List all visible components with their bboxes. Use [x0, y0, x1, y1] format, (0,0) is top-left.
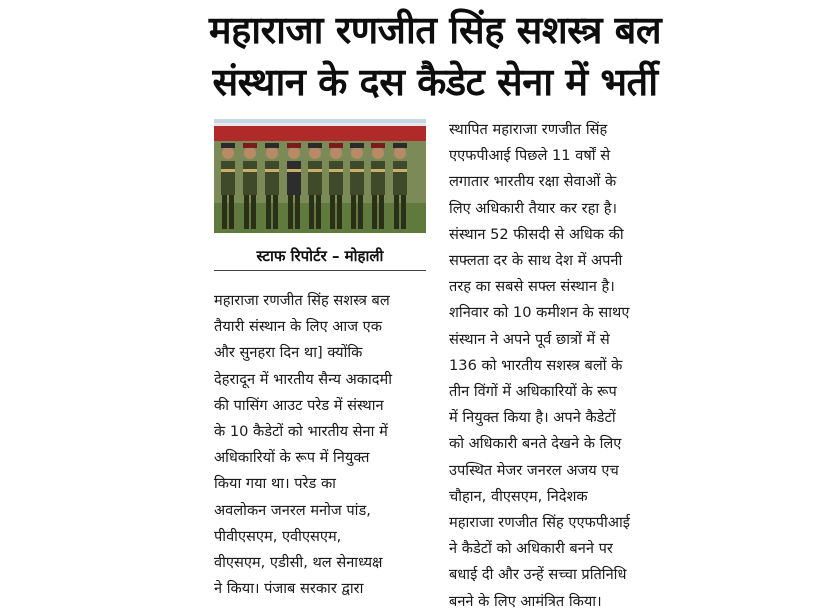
- byline: स्टाफ रिपोर्टर – मोहाली: [214, 242, 426, 271]
- article-line: और सुनहरा दिन था] क्योंकि: [214, 344, 363, 362]
- article-line: पीवीएसएम, एवीएसएम,: [214, 527, 342, 545]
- article-line: संस्थान 52 फीसदी से अधिक की: [449, 225, 624, 243]
- article-column-left: [214, 288, 428, 602]
- headline-line-1: महाराजा रणजीत सिंह सशस्त्र बल: [208, 8, 662, 52]
- article-line: सफ्लता दर के साथ देश में अपनी: [449, 252, 623, 270]
- article-line: महाराजा रणजीत सिंह सशस्त्र बल: [214, 292, 390, 309]
- article-line: की पासिंग आउट परेड में संस्थान: [214, 396, 384, 414]
- article-line: एएफपीआई पिछले 11 वर्षों से: [449, 147, 611, 165]
- article-line: स्थापित महाराजा रणजीत सिंह: [449, 121, 608, 138]
- article-line: वीएसएम, एडीसी, थल सेनाध्यक्ष: [214, 554, 383, 572]
- article-line: तरह का सबसे सफ्ल संस्थान है।: [449, 278, 615, 296]
- article-line: को अधिकारी बनते देखने के लिए: [449, 435, 622, 453]
- article-line: अवलोकन जनरल मनोज पांड,: [214, 501, 371, 519]
- headline-line-2: संस्थान के दस कैडेट सेना में भर्ती: [212, 60, 658, 104]
- article-line: बनने के लिए आमंत्रित किया।: [449, 592, 602, 610]
- article-line: संस्थान ने अपने पूर्व छात्रों में से: [449, 330, 610, 348]
- article-line: तैयारी संस्थान के लिए आज एक: [214, 318, 382, 336]
- article-line: के 10 कैडेटों को भारतीय सेना में: [214, 423, 388, 441]
- article-line: अधिकारियों के रूप में नियुक्त: [214, 449, 370, 467]
- article-line: ने कैडेटों को अधिकारी बनने पर: [449, 540, 613, 558]
- article-line: लगातार भारतीय रक्षा सेवाओं के: [449, 173, 617, 191]
- article-line: 136 को भारतीय सशस्त्र बलों के: [449, 356, 623, 374]
- article-column-right: [449, 117, 663, 615]
- headline: [200, 4, 670, 108]
- article-line: ने किया। पंजाब सरकार द्वारा: [214, 580, 364, 598]
- news-photo: [214, 119, 426, 233]
- article-line: लिए अधिकारी तैयार कर रहा है।: [449, 199, 618, 217]
- article-line: चौहान, वीएसएम, निदेशक: [449, 487, 588, 505]
- article-line: में नियुक्त किया है। अपने कैडेटों: [449, 409, 616, 427]
- article-line: तीन विंगों में अधिकारियों के रूप: [449, 383, 617, 401]
- article-line: बधाई दी और उन्हें सच्चा प्रतिनिधि: [449, 566, 627, 584]
- article-line: किया गया था। परेड का: [214, 475, 336, 493]
- article-line: देहरादून में भारतीय सैन्य अकादमी: [214, 370, 392, 388]
- cadets-photo-illustration: [214, 119, 426, 233]
- article-line: महाराजा रणजीत सिंह एएफपीआई: [449, 514, 630, 532]
- article-line: उपस्थित मेजर जनरल अजय एच: [449, 461, 619, 479]
- article-line: शनिवार को 10 कमीशन के साथए: [449, 304, 630, 322]
